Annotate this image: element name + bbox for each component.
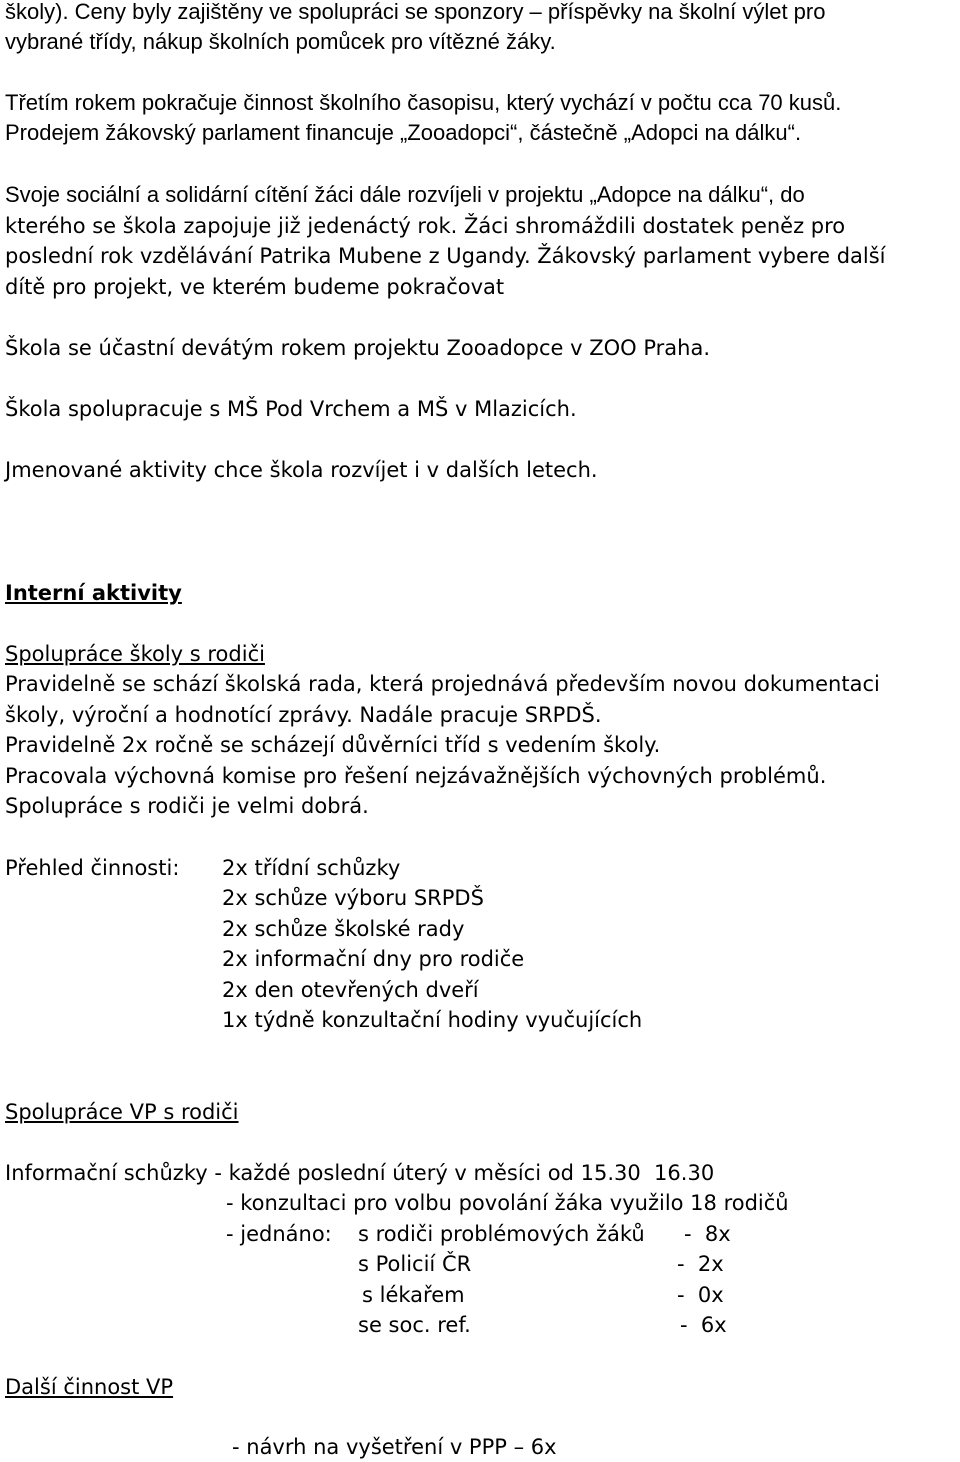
text-line: kterého se škola zapojuje již jedenáctý rok. Žáci shromáždili dostatek peněz pro bbox=[5, 214, 846, 238]
text-line: poslední rok vzdělávání Patrika Mubene z Ugandy. Žákovský parlament vybere další bbox=[5, 244, 886, 268]
list-item: 2x informační dny pro rodiče bbox=[222, 947, 525, 971]
text-line: - návrh na vyšetření v PPP – 6x bbox=[232, 1435, 557, 1459]
list-item: 2x den otevřených dveří bbox=[222, 978, 479, 1002]
text-line: Pravidelně se schází školská rada, která projednává především novou dokumentaci bbox=[5, 672, 880, 696]
text-line: Třetím rokem pokračuje činnost školního časopisu, který vychází v počtu cca 70 kusů. bbox=[5, 90, 842, 115]
text-line: Škola se účastní devátým rokem projektu Zooadopce v ZOO Praha. bbox=[5, 336, 711, 360]
text-line: školy, výroční a hodnotící zprávy. Nadále pracuje SRPDŠ. bbox=[5, 703, 602, 727]
text-line: školy). Ceny byly zajištěny ve spolupráci se sponzory – příspěvky na školní výlet pro bbox=[5, 0, 826, 24]
text-line: vybrané třídy, nákup školních pomůcek pro vítězné žáky. bbox=[5, 29, 556, 54]
handled-count: - 2x bbox=[677, 1252, 724, 1276]
text-line: Pracovala výchovná komise pro řešení nejzávažnějších výchovných problémů. bbox=[5, 764, 827, 788]
text-line: Svoje sociální a solidární cítění žáci dále rozvíjeli v projektu „Adopce na dálku“, do bbox=[5, 182, 805, 207]
list-item: 2x schůze výboru SRPDŠ bbox=[222, 886, 484, 910]
text-line: dítě pro projekt, ve kterém budeme pokračovat bbox=[5, 275, 505, 299]
subsection-heading: Další činnost VP bbox=[5, 1375, 174, 1399]
text-line: Pravidelně 2x ročně se scházejí důvěrníci tříd s vedením školy. bbox=[5, 733, 661, 757]
handled-count: - 6x bbox=[680, 1313, 727, 1337]
handled-label: - jednáno: bbox=[226, 1222, 332, 1246]
subsection-heading: Spolupráce školy s rodiči bbox=[5, 642, 265, 666]
subsection-heading: Spolupráce VP s rodiči bbox=[5, 1100, 239, 1124]
handled-who: s Policií ČR bbox=[358, 1252, 472, 1276]
handled-count: - 8x bbox=[684, 1222, 731, 1246]
text-line: Škola spolupracuje s MŠ Pod Vrchem a MŠ v Mlazicích. bbox=[5, 397, 577, 421]
list-item: 2x schůze školské rady bbox=[222, 917, 465, 941]
text-line: Spolupráce s rodiči je velmi dobrá. bbox=[5, 794, 369, 818]
text-line: Prodejem žákovský parlament financuje „Zooadopci“, částečně „Adopci na dálku“. bbox=[5, 120, 802, 145]
handled-who: s lékařem bbox=[362, 1283, 465, 1307]
handled-who: s rodiči problémových žáků bbox=[358, 1222, 645, 1246]
handled-who: se soc. ref. bbox=[358, 1313, 471, 1337]
handled-count: - 0x bbox=[677, 1283, 724, 1307]
list-item: 2x třídní schůzky bbox=[222, 856, 401, 880]
text-line: Jmenované aktivity chce škola rozvíjet i v dalších letech. bbox=[5, 458, 598, 482]
section-heading: Interní aktivity bbox=[5, 581, 182, 605]
list-item: 1x týdně konzultační hodiny vyučujících bbox=[222, 1008, 643, 1032]
text-line: Informační schůzky - každé poslední úterý v měsíci od 15.30 16.30 bbox=[5, 1161, 715, 1185]
overview-label: Přehled činnosti: bbox=[5, 856, 180, 880]
text-line: - konzultaci pro volbu povolání žáka využilo 18 rodičů bbox=[226, 1191, 789, 1215]
